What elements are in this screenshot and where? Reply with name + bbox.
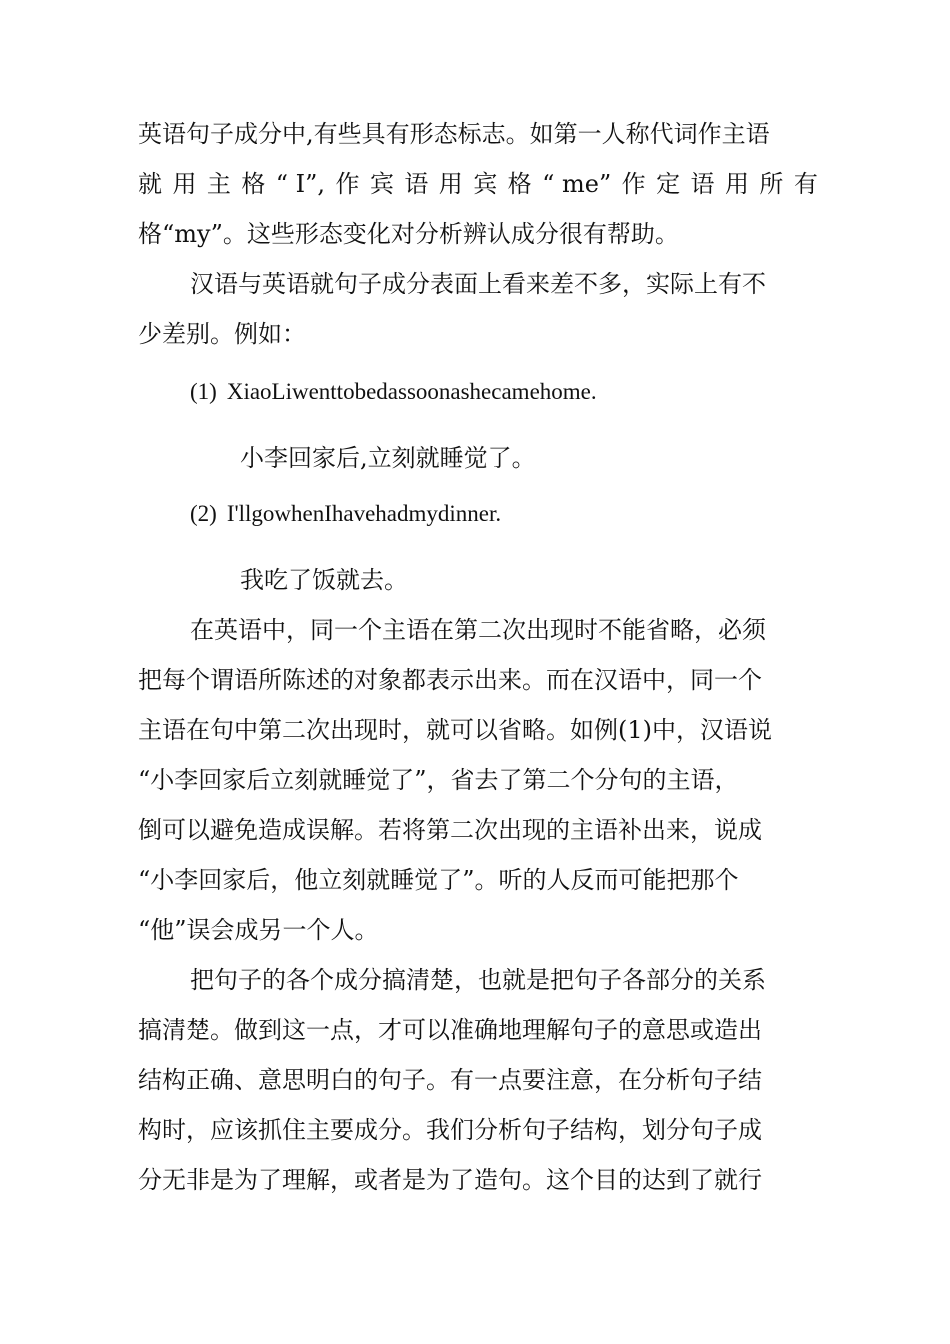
example-2-english: [190, 498, 870, 530]
example-1-chinese: 小李回家后,立刻就睡觉了。: [240, 444, 536, 472]
p1-line-2-segment: 定: [656, 170, 681, 198]
p3-line-4: “小李回家后立刻就睡觉了”，省去了第二个分句的主语，: [138, 766, 739, 794]
p4-line-5: 分无非是为了理解，或者是为了造句。这个目的达到了就行: [138, 1166, 762, 1194]
p4-line-3: 结构正确、意思明白的句子。有一点要注意，在分析句子结: [138, 1066, 762, 1094]
p1-line-2-segment: 用: [172, 170, 197, 198]
p3-line-5: 倒可以避免造成误解。若将第二次出现的主语补出来，说成: [138, 816, 762, 844]
example-1-english: [190, 376, 870, 408]
p1-line-2-segment: “ I”,: [275, 170, 326, 198]
p1-line-2-segment: “ me”: [542, 170, 612, 198]
p1-line-2-segment: 所: [759, 170, 784, 198]
p1-line-2-segment: 主: [206, 170, 231, 198]
p1-line-2-segment: 格: [241, 170, 266, 198]
example-1-text: XiaoLiwenttobedassoonashecamehome.: [226, 379, 597, 404]
p1-line-2-segment: 语: [690, 170, 715, 198]
p1-line-2-segment: 有: [793, 170, 818, 198]
p1-line-2-segment: 宾: [473, 170, 498, 198]
p1-line-2-segment: 用: [438, 170, 463, 198]
p3-line-1: 在英语中，同一个主语在第二次出现时不能省略，必须: [190, 616, 766, 644]
p1-line-2-segment: 格: [507, 170, 532, 198]
p1-line-2: [138, 168, 818, 200]
p1-line-3: 格“my”。这些形态变化对分析辨认成分很有帮助。: [138, 220, 679, 248]
p1-line-2-segment: 就: [138, 170, 162, 198]
p3-line-3: 主语在句中第二次出现时，就可以省略。如例(1)中，汉语说: [138, 716, 772, 744]
p3-line-7: “他”误会成另一个人。: [138, 916, 379, 944]
p2-line-1: 汉语与英语就句子成分表面上看来差不多，实际上有不: [190, 270, 766, 298]
p1-line-2-segment: 用: [724, 170, 749, 198]
p1-line-2-segment: 作: [335, 170, 360, 198]
example-2-number: (2): [190, 501, 217, 526]
example-2-chinese: 我吃了饭就去。: [240, 566, 408, 594]
p2-line-2: 少差别。例如：: [138, 320, 306, 348]
p4-line-2: 搞清楚。做到这一点，才可以准确地理解句子的意思或造出: [138, 1016, 762, 1044]
p1-line-2-segment: 语: [404, 170, 429, 198]
example-2-text: I'llgowhenIhavehadmydinner.: [226, 501, 502, 526]
example-1-number: (1): [190, 379, 217, 404]
p1-line-2-segment: 宾: [369, 170, 394, 198]
p3-line-2: 把每个谓语所陈述的对象都表示出来。而在汉语中，同一个: [138, 666, 762, 694]
p3-line-6: “小李回家后，他立刻就睡觉了”。听的人反而可能把那个: [138, 866, 739, 894]
p4-line-1: 把句子的各个成分搞清楚，也就是把句子各部分的关系: [190, 966, 766, 994]
p1-line-1: 英语句子成分中,有些具有形态标志。如第一人称代词作主语: [138, 120, 770, 148]
p4-line-4: 构时，应该抓住主要成分。我们分析句子结构，划分句子成: [138, 1116, 762, 1144]
p1-line-2-segment: 作: [621, 170, 646, 198]
